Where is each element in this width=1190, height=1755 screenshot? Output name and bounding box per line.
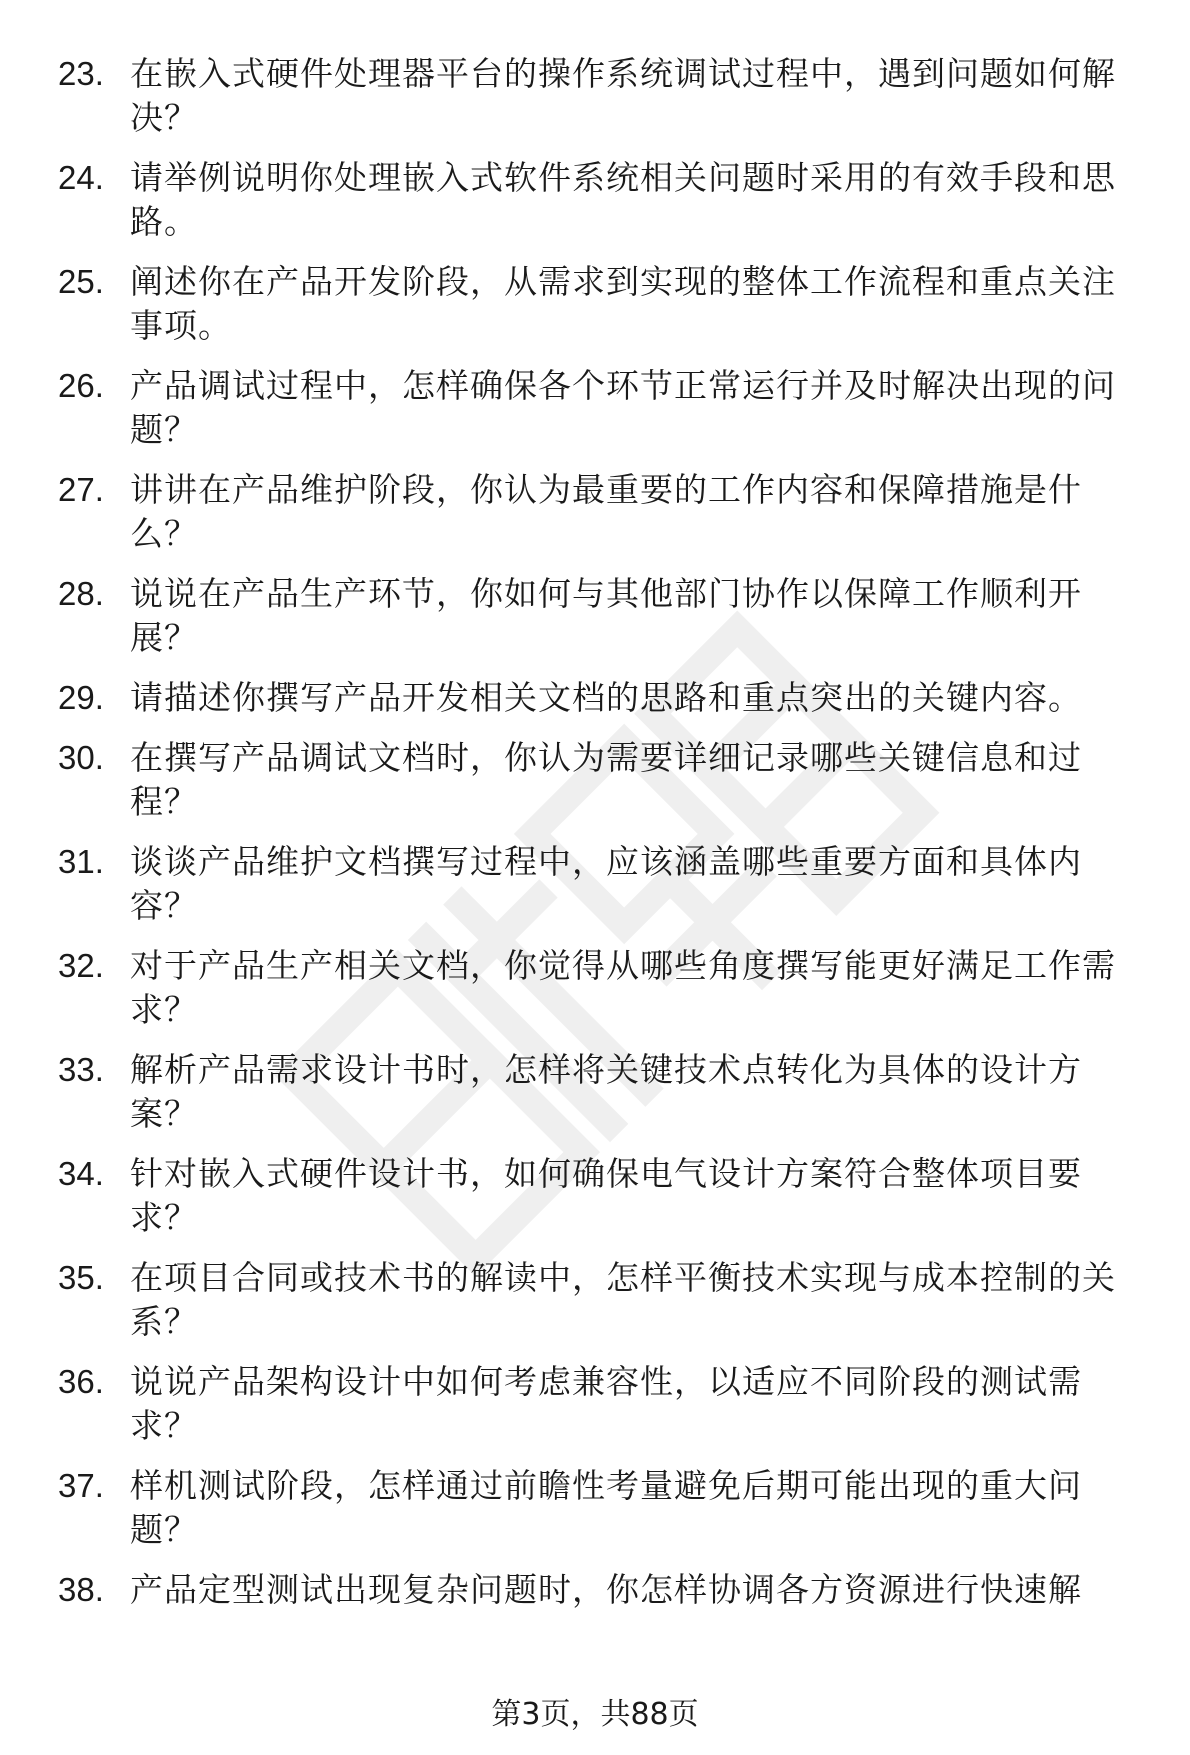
question-number: 25. [58, 263, 104, 300]
question-number: 36. [58, 1363, 104, 1400]
list-item [58, 736, 1148, 824]
list-item [58, 1256, 1148, 1344]
list-item [58, 364, 1148, 452]
list-item [58, 156, 1148, 244]
question-text: 对于产品生产相关文档，你觉得从哪些角度撰写能更好满足工作需求？ [130, 946, 1116, 1029]
question-text: 产品调试过程中，怎样确保各个环节正常运行并及时解决出现的问题？ [130, 366, 1116, 449]
question-number: 37. [58, 1467, 104, 1504]
question-number: 33. [58, 1051, 104, 1088]
question-text: 请举例说明你处理嵌入式软件系统相关问题时采用的有效手段和思路。 [130, 158, 1116, 241]
question-text: 在项目合同或技术书的解读中，怎样平衡技术实现与成本控制的关系？ [130, 1258, 1116, 1341]
question-text: 谈谈产品维护文档撰写过程中，应该涵盖哪些重要方面和具体内容？ [130, 842, 1082, 925]
list-item [58, 1360, 1148, 1448]
list-item [58, 944, 1148, 1032]
question-text: 样机测试阶段，怎样通过前瞻性考量避免后期可能出现的重大问题？ [130, 1466, 1082, 1549]
list-item [58, 260, 1148, 348]
question-text: 说说在产品生产环节，你如何与其他部门协作以保障工作顺利开展？ [130, 574, 1082, 657]
list-item [58, 52, 1148, 140]
list-item [58, 1568, 1148, 1612]
list-item [58, 468, 1148, 556]
question-text: 产品定型测试出现复杂问题时，你怎样协调各方资源进行快速解 [130, 1570, 1082, 1609]
question-text: 请描述你撰写产品开发相关文档的思路和重点突出的关键内容。 [130, 678, 1082, 717]
question-number: 26. [58, 367, 104, 404]
question-number: 29. [58, 679, 104, 716]
question-text: 阐述你在产品开发阶段，从需求到实现的整体工作流程和重点关注事项。 [130, 262, 1116, 345]
question-text: 解析产品需求设计书时，怎样将关键技术点转化为具体的设计方案？ [130, 1050, 1082, 1133]
question-number: 23. [58, 55, 104, 92]
list-item [58, 676, 1148, 720]
question-number: 35. [58, 1259, 104, 1296]
question-number: 32. [58, 947, 104, 984]
question-number: 30. [58, 739, 104, 776]
list-item [58, 572, 1148, 660]
question-number: 24. [58, 159, 104, 196]
question-text: 在嵌入式硬件处理器平台的操作系统调试过程中，遇到问题如何解决？ [130, 54, 1116, 137]
question-text: 讲讲在产品维护阶段，你认为最重要的工作内容和保障措施是什么？ [130, 470, 1082, 553]
question-text: 在撰写产品调试文档时，你认为需要详细记录哪些关键信息和过程？ [130, 738, 1082, 821]
question-number: 38. [58, 1571, 104, 1608]
question-number: 31. [58, 843, 104, 880]
list-item [58, 1152, 1148, 1240]
question-number: 34. [58, 1155, 104, 1192]
list-item [58, 1048, 1148, 1136]
list-item [58, 1464, 1148, 1552]
question-text: 说说产品架构设计中如何考虑兼容性，以适应不同阶段的测试需求？ [130, 1362, 1082, 1445]
question-text: 针对嵌入式硬件设计书，如何确保电气设计方案符合整体项目要求？ [130, 1154, 1082, 1237]
question-number: 27. [58, 471, 104, 508]
question-list [58, 52, 1148, 1628]
question-number: 28. [58, 575, 104, 612]
list-item [58, 840, 1148, 928]
page-number-footer: 第3页，共88页 [491, 1697, 699, 1732]
